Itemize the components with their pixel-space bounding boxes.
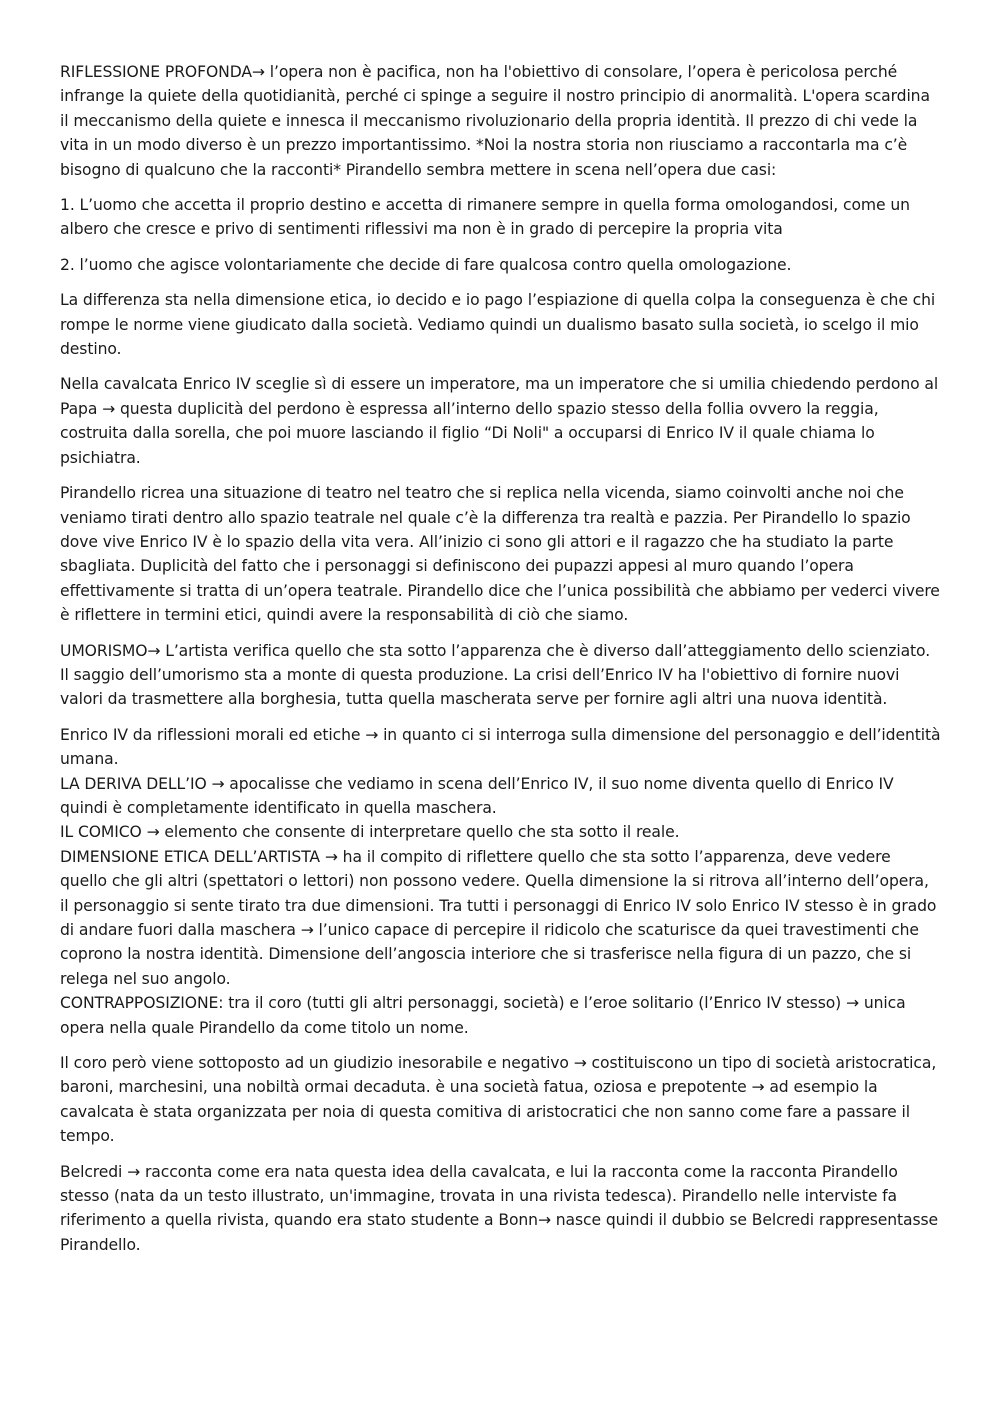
paragraph-case-two: 2. l’uomo che agisce volontariamente che decide di fare qualcosa contro quella omologazione.	[60, 255, 792, 274]
paragraph-coro: Il coro però viene sottoposto ad un giudizio inesorabile e negativo → costituiscono un tipo di società aristocratica, baroni, marchesini, una nobiltà ormai decaduta. è una società fatua, oziosa e prepotente → ad esempio la cavalcata è stata organizzata per noia di questa comitiva di aristocratici che non sanno come fare a passare il tempo.	[60, 1054, 937, 1146]
paragraph-belcredi: Belcredi → racconta come era nata questa idea della cavalcata, e lui la racconta come la racconta Pirandello stesso (nata da un testo illustrato, un'immagine, trovata in una rivista tedesca). Pirandello nelle interviste fa riferimento a quella rivista, quando era stato studente a Bonn→ nasce quindi il dubbio se Belcredi rappresentasse Pirandello.	[60, 1162, 939, 1254]
document-page	[60, 60, 942, 1268]
paragraph-cavalcata: Nella cavalcata Enrico IV sceglie sì di essere un imperatore, ma un imperatore che si umilia chiedendo perdono al Papa → questa duplicità del perdono è espressa all’interno dello spazio stesso della follia ovvero la reggia, costruita dalla sorella, che poi muore lasciando il figlio “Di Noli" a occuparsi di Enrico IV il quale chiama lo psichiatra.	[60, 375, 939, 467]
paragraph-case-one: 1. L’uomo che accetta il proprio destino e accetta di rimanere sempre in quella forma omologandosi, come un albero che cresce e privo di sentimenti riflessivi ma non è in grado di percepire la propria vita	[60, 196, 910, 239]
paragraph-riflessioni-morali: Enrico IV da riflessioni morali ed etiche → in quanto ci si interroga sulla dimensione del personaggio e dell’identità umana. LA DERIVA DELL’IO → apocalisse che vediamo in scena dell’Enrico IV, il suo nome diventa quello di Enrico IV quindi è completamente identificato in quella maschera. IL COMICO → elemento che consente di interpretare quello che sta sotto il reale. DIMENSIONE ETICA DELL’ARTISTA → ha il compito di riflettere quello che sta sotto l’apparenza, deve vedere quello che gli altri (spettatori o lettori) non possono vedere. Quella dimensione la si ritrova all’interno dell’opera, il personaggio si sente tirato tra due dimensioni. Tra tutti i personaggi di Enrico IV solo Enrico IV stesso è in grado di andare fuori dalla maschera → l’unico capace di percepire il ridicolo che scaturisce da quei travestimenti che coprono la nostra identità. Dimensione dell’angoscia interiore che si trasferisce nella figura di un pazzo, che si relega nel suo angolo. CONTRAPPOSIZIONE: tra il coro (tutti gli altri personaggi, società) e l’eroe solitario (l’Enrico IV stesso) → unica opera nella quale Pirandello da come titolo un nome.	[60, 725, 941, 1037]
paragraph-riflessione-profonda: RIFLESSIONE PROFONDA→ l’opera non è pacifica, non ha l'obiettivo di consolare, l’opera è pericolosa perché infrange la quiete della quotidianità, perché ci spinge a seguire il nostro principio di anormalità. L'opera scardina il meccanismo della quiete e innesca il meccanismo rivoluzionario della propria identità. Il prezzo di chi vede la vita in un modo diverso è un prezzo importantissimo. *Noi la nostra storia non riusciamo a raccontarla ma c’è bisogno di qualcuno che la racconti* Pirandello sembra mettere in scena nell’opera due casi:	[60, 63, 930, 179]
paragraph-dimensione-etica: La differenza sta nella dimensione etica, io decido e io pago l’espiazione di quella colpa la conseguenza è che chi rompe le norme viene giudicato dalla società. Vediamo quindi un dualismo basato sulla società, io scelgo il mio destino.	[60, 291, 936, 359]
paragraph-teatro-nel-teatro: Pirandello ricrea una situazione di teatro nel teatro che si replica nella vicenda, siamo coinvolti anche noi che veniamo tirati dentro allo spazio teatrale nel quale c’è la differenza tra realtà e pazzia. Per Pirandello lo spazio dove vive Enrico IV è lo spazio della vita vera. All’inizio ci sono gli attori e il ragazzo che ha studiato la parte sbagliata. Duplicità del fatto che i personaggi si definiscono dei pupazzi appesi al muro quando l’opera effettivamente si tratta di un’opera teatrale. Pirandello dice che l’unica possibilità che abbiamo per vederci vivere è riflettere in termini etici, quindi avere la responsabilità di ciò che siamo.	[60, 484, 940, 625]
paragraph-umorismo: UMORISMO→ L’artista verifica quello che sta sotto l’apparenza che è diverso dall’atteggiamento dello scienziato. Il saggio dell’umorismo sta a monte di questa produzione. La crisi dell’Enrico IV ha l'obiettivo di fornire nuovi valori da trasmettere alla borghesia, tutta quella mascherata serve per fornire agli altri una nuova identità.	[60, 641, 931, 709]
